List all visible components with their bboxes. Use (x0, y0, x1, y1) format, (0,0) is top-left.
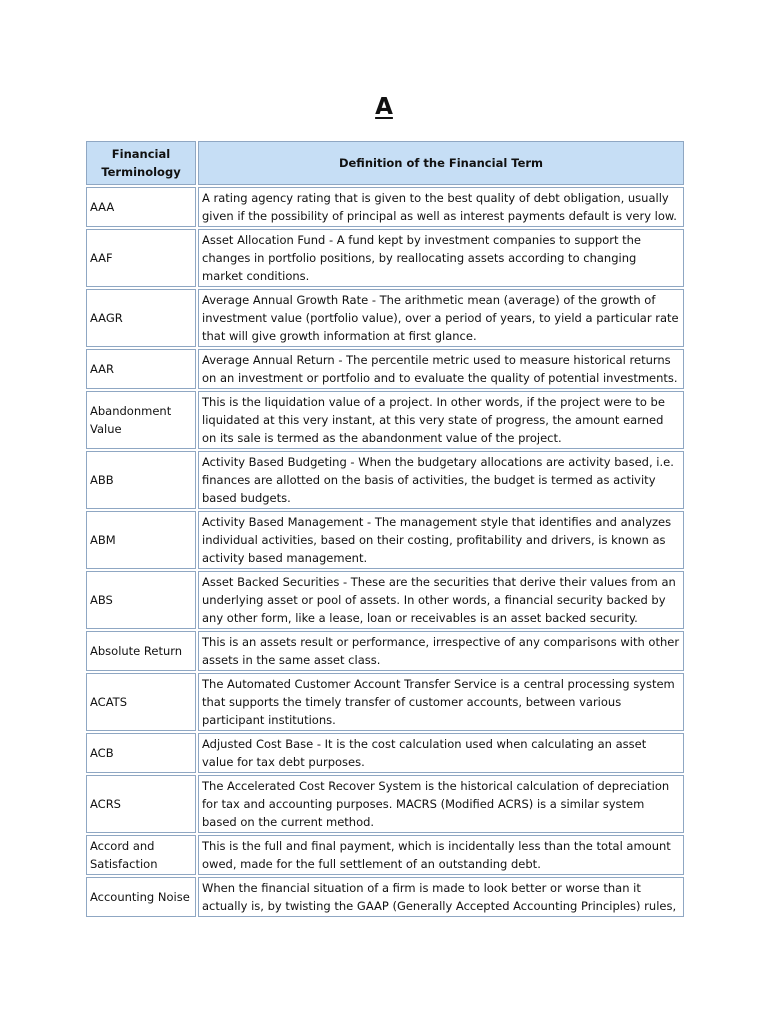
definition-cell: Average Annual Growth Rate - The arithmetic mean (average) of the growth of investment value (portfolio value), over a period of years, to yield a particular rate that will give growth information at first glance. (198, 289, 684, 347)
definition-cell: This is the liquidation value of a project. In other words, if the project were to be liquidated at this very instant, at this very state of progress, the amount earned on its sale is termed as the abandonment value of the project. (198, 391, 684, 449)
financial-terms-table (84, 139, 686, 919)
term-cell: Accounting Noise (86, 877, 196, 917)
table-row (86, 631, 684, 671)
term-cell: ABB (86, 451, 196, 509)
term-cell: ABM (86, 511, 196, 569)
table-row (86, 229, 684, 287)
table-row (86, 877, 684, 917)
table-row (86, 187, 684, 227)
term-cell: AAGR (86, 289, 196, 347)
term-cell: Absolute Return (86, 631, 196, 671)
term-cell: Abandonment Value (86, 391, 196, 449)
definition-cell: Activity Based Budgeting - When the budgetary allocations are activity based, i.e. finances are allotted on the basis of activities, the budget is termed as activity based budgets. (198, 451, 684, 509)
definition-cell: This is the full and final payment, which is incidentally less than the total amount owed, made for the full settlement of an outstanding debt. (198, 835, 684, 875)
term-cell: AAF (86, 229, 196, 287)
definition-cell: Adjusted Cost Base - It is the cost calculation used when calculating an asset value for tax debt purposes. (198, 733, 684, 773)
table-row (86, 451, 684, 509)
definition-cell: This is an assets result or performance, irrespective of any comparisons with other assets in the same asset class. (198, 631, 684, 671)
definition-cell: A rating agency rating that is given to the best quality of debt obligation, usually given if the possibility of principal as well as interest payments default is very low. (198, 187, 684, 227)
definition-cell: When the financial situation of a firm is made to look better or worse than it actually is, by twisting the GAAP (Generally Accepted Accounting Principles) rules, (198, 877, 684, 917)
table-row (86, 391, 684, 449)
definition-cell: Activity Based Management - The management style that identifies and analyzes individual activities, based on their costing, profitability and drivers, is known as activity based management. (198, 511, 684, 569)
table-row (86, 835, 684, 875)
table-row (86, 571, 684, 629)
table-row (86, 289, 684, 347)
definition-cell: Average Annual Return - The percentile metric used to measure historical returns on an investment or portfolio and to evaluate the quality of potential investments. (198, 349, 684, 389)
term-cell: ACATS (86, 673, 196, 731)
table-row (86, 349, 684, 389)
term-cell: AAA (86, 187, 196, 227)
term-cell: ABS (86, 571, 196, 629)
table-header-row (86, 141, 684, 185)
definition-cell: The Accelerated Cost Recover System is the historical calculation of depreciation for tax and accounting purposes. MACRS (Modified ACRS) is a similar system based on the current method. (198, 775, 684, 833)
definition-cell: The Automated Customer Account Transfer Service is a central processing system that supports the timely transfer of customer accounts, between various participant institutions. (198, 673, 684, 731)
column-header-term: Financial Terminology (86, 141, 196, 185)
term-cell: AAR (86, 349, 196, 389)
page-title: A (375, 94, 393, 120)
term-cell: Accord and Satisfaction (86, 835, 196, 875)
table-row (86, 511, 684, 569)
table-row (86, 775, 684, 833)
term-cell: ACB (86, 733, 196, 773)
table-row (86, 673, 684, 731)
definition-cell: Asset Backed Securities - These are the securities that derive their values from an underlying asset or pool of assets. In other words, a financial security backed by any other form, like a lease, loan or receivables is an asset backed security. (198, 571, 684, 629)
column-header-definition: Definition of the Financial Term (198, 141, 684, 185)
table-row (86, 733, 684, 773)
definition-cell: Asset Allocation Fund - A fund kept by investment companies to support the changes in portfolio positions, by reallocating assets according to changing market conditions. (198, 229, 684, 287)
term-cell: ACRS (86, 775, 196, 833)
